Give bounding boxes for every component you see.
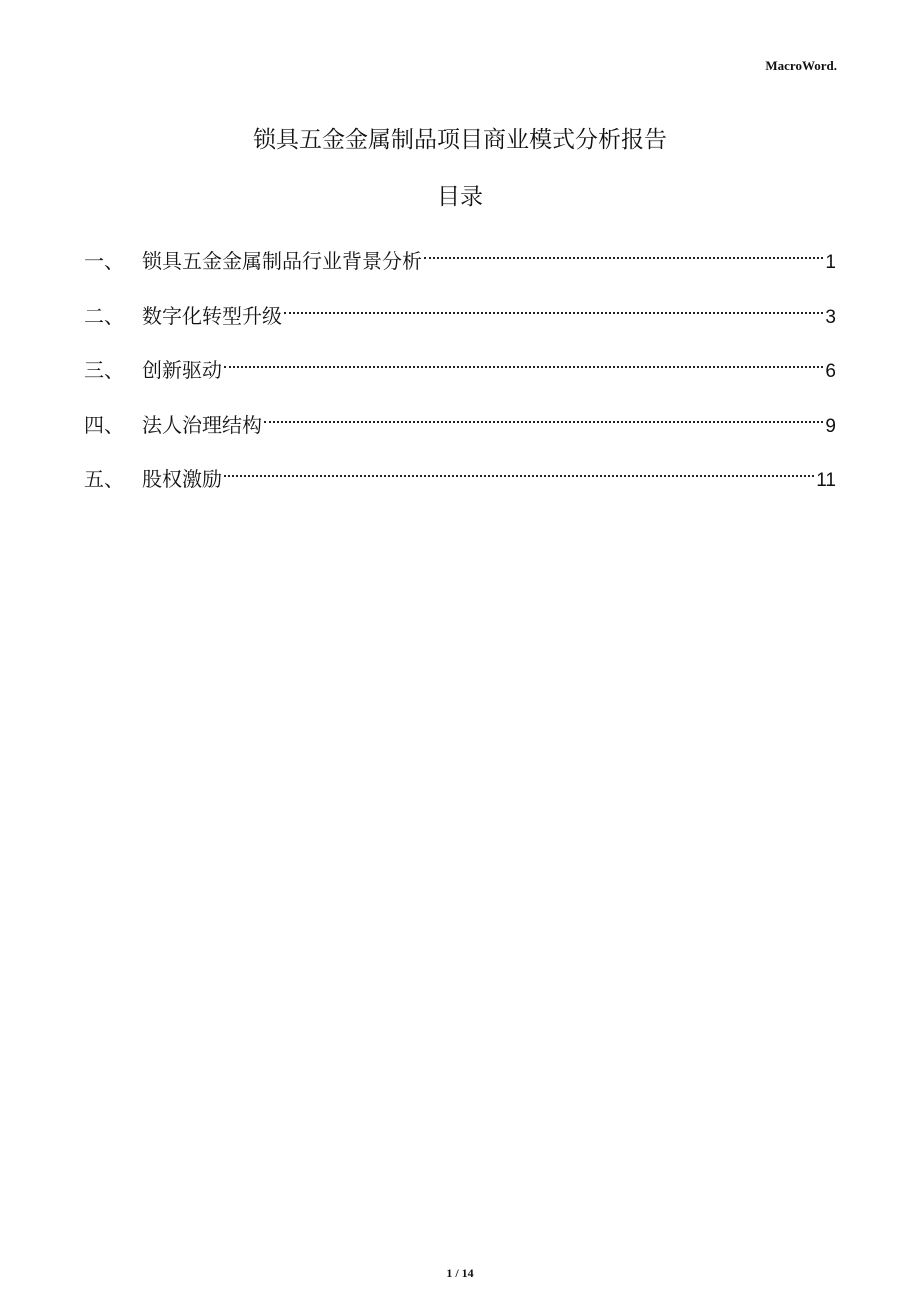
toc-entry-2[interactable] [84,289,836,344]
toc-entry-5[interactable] [84,452,836,507]
toc-entry-title[interactable]: 数字化转型升级 [142,303,282,328]
toc-heading: 目录 [437,184,483,210]
table-of-contents [84,234,836,507]
toc-entry-4[interactable] [84,398,836,453]
toc-entry-page[interactable]: 6 [825,361,836,382]
toc-entry-title[interactable]: 法人治理结构 [142,412,262,437]
toc-dot-leader [224,452,814,486]
toc-entry-3[interactable] [84,343,836,398]
toc-entry-1[interactable] [84,234,836,289]
toc-entry-page[interactable]: 1 [825,252,836,273]
toc-entry-title[interactable]: 锁具五金金属制品行业背景分析 [142,249,422,273]
toc-dot-leader [224,343,823,377]
toc-entry-title[interactable]: 股权激励 [142,467,222,491]
toc-entry-page[interactable]: 11 [816,470,836,491]
document-title: 锁具五金金属制品项目商业模式分析报告 [253,127,667,153]
toc-dot-leader [424,234,823,268]
toc-entry-title[interactable]: 创新驱动 [142,358,222,382]
toc-entry-number: 一、 [84,249,124,273]
toc-dot-leader [264,398,823,432]
toc-entry-number: 四、 [84,412,124,437]
toc-entry-page[interactable]: 3 [825,306,836,328]
toc-dot-leader [284,289,823,323]
toc-entry-page[interactable]: 9 [825,415,836,437]
toc-entry-number: 五、 [84,467,124,491]
header-brand: MacroWord. [765,58,837,73]
page-indicator: 1 / 14 [446,1266,474,1280]
toc-entry-number: 三、 [84,358,124,382]
toc-entry-number: 二、 [84,303,124,328]
